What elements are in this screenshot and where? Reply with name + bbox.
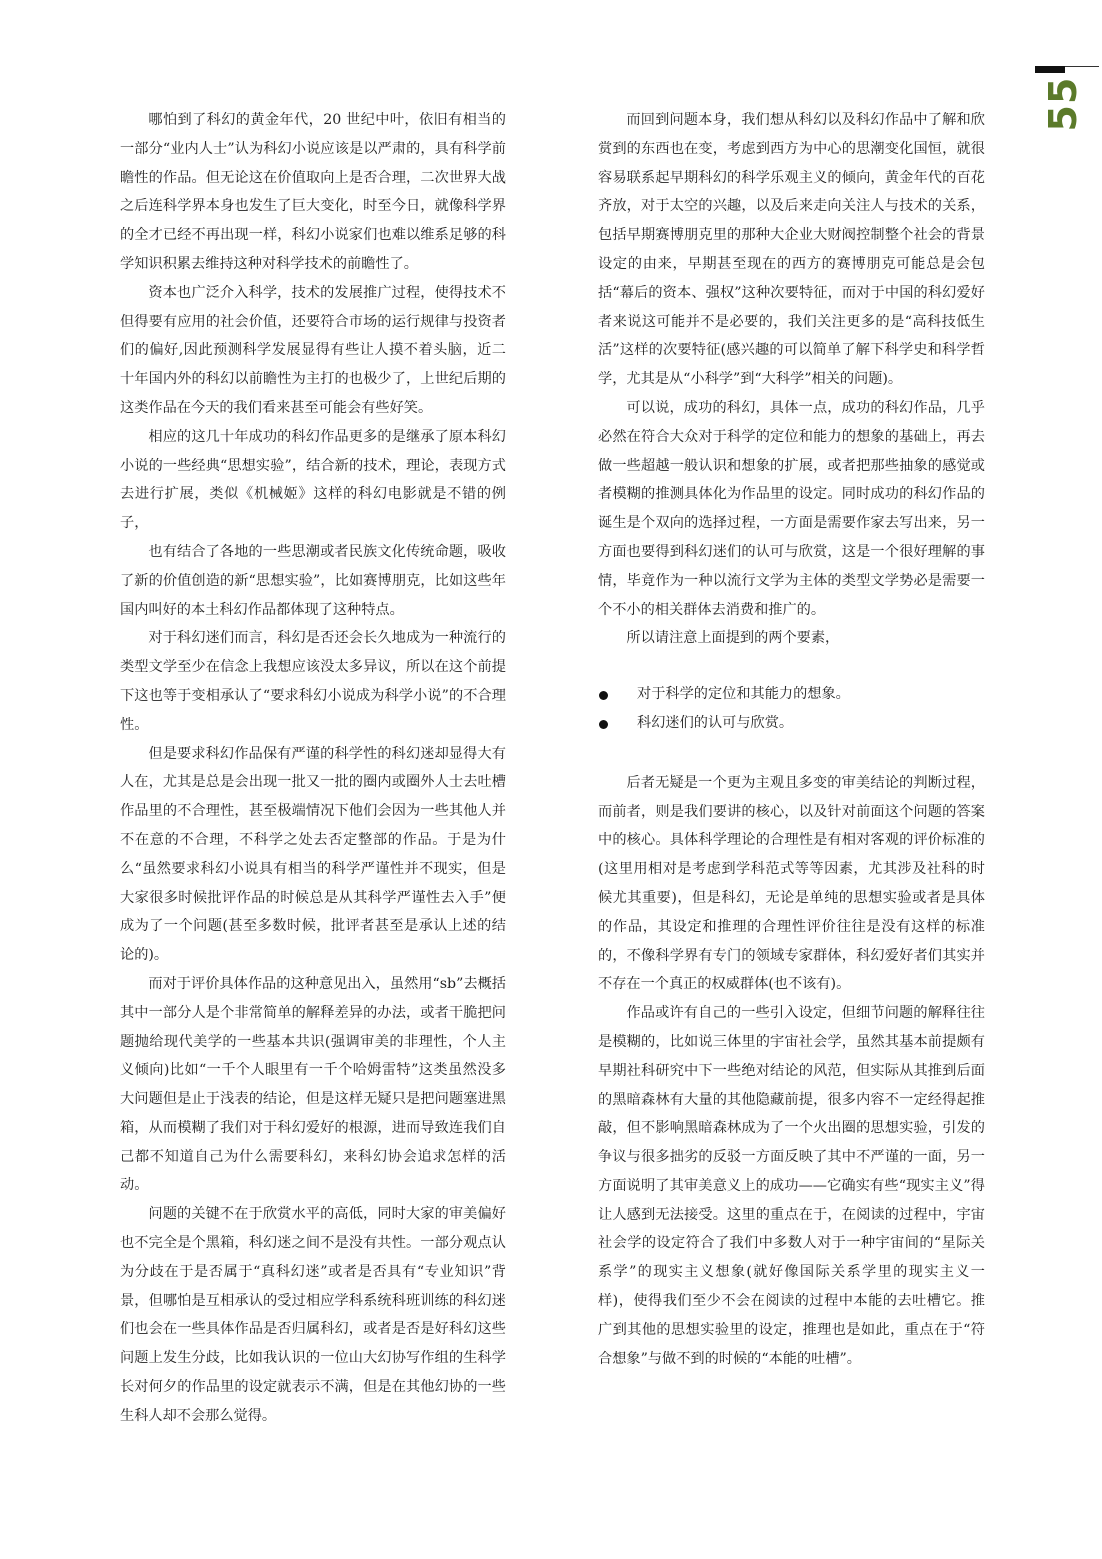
- paragraph: 对于科幻迷们而言，科幻是否还会长久地成为一种流行的类型文学至少在信念上我想应该没太多异议，所以在这个前提下这也等于变相承认了“要求科幻小说成为科学小说”的不合理性。: [120, 630, 506, 733]
- right-column: [598, 106, 985, 1373]
- paragraph: 可以说，成功的科幻，具体一点，成功的科幻作品，几乎必然在符合大众对于科学的定位和能力的想象的基础上，再去做一些超越一般认识和想象的扩展，或者把那些抽象的感觉或者模糊的推测具体化为作品里的设定。同时成功的科幻作品的诞生是个双向的选择过程，一方面是需要作家去写出来，另一方面也要得到科幻迷们的认可与欣赏，这是一个很好理解的事情，毕竟作为一种以流行文学为主体的类型文学势必是需要一个不小的相关群体去消费和推广的。: [598, 399, 985, 618]
- paragraph: 但是要求科幻作品保有严谨的科学性的科幻迷却显得大有人在，尤其是总是会出现一批又一批的圈内或圈外人士去吐槽作品里的不合理性，甚至极端情况下他们会因为一些其他人并不在意的不合理，不科学之处去否定整部的作品。于是为什么“虽然要求科幻小说具有相当的科学严谨性并不现实，但是大家很多时候批评作品的时候总是从其科学严谨性去入手”便成为了一个问题(甚至多数时候，批评者甚至是承认上述的结论的)。: [120, 745, 506, 964]
- list-item: [598, 709, 985, 738]
- page-number: 55: [1041, 76, 1085, 132]
- paragraph: 所以请注意上面提到的两个要素，: [626, 630, 840, 647]
- list-item: [598, 680, 985, 709]
- paragraph: 后者无疑是一个更为主观且多变的审美结论的判断过程，而前者，则是我们要讲的核心，以及针对前面这个问题的答案中的核心。具体科学理论的合理性是有相对客观的评价标准的(这里用相对是考虑到学科范式等等因素，尤其涉及社科的时候尤其重要)，但是科幻，无论是单纯的思想实验或者是具体的作品，其设定和推理的合理性评价往往是没有这样的标准的，不像科学界有专门的领域专家群体，科幻爱好者们其实并不存在一个真正的权威群体(也不该有)。: [598, 774, 985, 993]
- left-column: [120, 106, 506, 1431]
- page-corner-rule: [1065, 66, 1099, 67]
- list-item-text: 科幻迷们的认可与欣赏。: [637, 714, 794, 731]
- bullet-dot-icon: [599, 720, 608, 729]
- paragraph: 相应的这几十年成功的科幻作品更多的是继承了原本科幻小说的一些经典“思想实验”，结合新的技术，理论，表现方式去进行扩展，类似《机械姬》这样的科幻电影就是不错的例子，: [120, 428, 506, 532]
- page-corner-mark: [1035, 66, 1065, 73]
- paragraph: 哪怕到了科幻的黄金年代，20 世纪中叶，依旧有相当的一部分“业内人士”认为科幻小说应该是以严肃的，具有科学前瞻性的作品。但无论这在价值取向上是否合理，二次世界大战之后连科学界本身也发生了巨大变化，时至今日，就像科学界的全才已经不再出现一样，科幻小说家们也难以维系足够的科学知识积累去维持这种对科学技术的前瞻性了。: [120, 112, 506, 272]
- paragraph: 而回到问题本身，我们想从科幻以及科幻作品中了解和欣赏到的东西也在变，考虑到西方为中心的思潮变化国恒，就很容易联系起早期科幻的科学乐观主义的倾向，黄金年代的百花齐放，对于太空的兴趣，以及后来走向关注人与技术的关系，包括早期赛博朋克里的那种大企业大财阀控制整个社会的背景设定的由来，早期甚至现在的西方的赛博朋克可能总是会包括“幕后的资本、强权”这种次要特征，而对于中国的科幻爱好者来说这可能并不是必要的，我们关注更多的是“高科技低生活”这样的次要特征(感兴趣的可以简单了解下科学史和科学哲学，尤其是从“小科学”到“大科学”相关的问题)。: [598, 112, 985, 388]
- paragraph: 作品或许有自己的一些引入设定，但细节问题的解释往往是模糊的，比如说三体里的宇宙社会学，虽然其基本前提颇有早期社科研究中下一些绝对结论的风范，但实际从其推到后面的黑暗森林有大量的其他隐藏前提，很多内容不一定经得起推敲，但不影响黑暗森林成为了一个火出圈的思想实验，引发的争议与很多拙劣的反驳一方面反映了其中不严谨的一面，另一方面说明了其审美意义上的成功——它确实有些“现实主义”得让人感到无法接受。这里的重点在于，在阅读的过程中，宇宙社会学的设定符合了我们中多数人对于一种宇宙间的“星际关系学”的现实主义想象(就好像国际关系学里的现实主义一样)，使得我们至少不会在阅读的过程中本能的去吐槽它。推广到其他的思想实验里的设定，推理也是如此，重点在于“符合想象”与做不到的时候的“本能的吐槽”。: [598, 1005, 985, 1367]
- paragraph: 也有结合了各地的一些思潮或者民族文化传统命题，吸收了新的价值创造的新“思想实验”，比如赛博朋克，比如这些年国内叫好的本土科幻作品都体现了这种特点。: [120, 543, 506, 618]
- bullet-list: [598, 680, 985, 738]
- paragraph: 问题的关键不在于欣赏水平的高低，同时大家的审美偏好也不完全是个黑箱，科幻迷之间不是没有共性。一部分观点认为分歧在于是否属于“真科幻迷”或者是否具有“专业知识”背景，但哪怕是互相承认的受过相应学科系统科班训练的科幻迷们也会在一些具体作品是否归属科幻，或者是否是好科幻这些问题上发生分歧，比如我认识的一位山大幻协写作组的生科学长对何夕的作品里的设定就表示不满，但是在其他幻协的一些生科人却不会那么觉得。: [120, 1206, 506, 1424]
- bullet-dot-icon: [599, 691, 608, 700]
- paragraph: 资本也广泛介入科学，技术的发展推广过程，使得技术不但得要有应用的社会价值，还要符合市场的运行规律与投资者们的偏好,因此预测科学发展显得有些让人摸不着头脑，近二十年国内外的科幻以前瞻性为主打的也极少了，上世纪后期的这类作品在今天的我们看来甚至可能会有些好笑。: [120, 284, 506, 416]
- paragraph: 而对于评价具体作品的这种意见出入，虽然用“sb”去概括其中一部分人是个非常简单的解释差异的办法，或者干脆把问题抛给现代美学的一些基本共识(强调审美的非理性，个人主义倾向)比如“一千个人眼里有一千个哈姆雷特”这类虽然没多大问题但是止于浅表的结论，但是这样无疑只是把问题塞进黑箱，从而模糊了我们对于科幻爱好的根源，进而导致连我们自己都不知道自己为什么需要科幻，来科幻协会追求怎样的活动。: [120, 975, 506, 1194]
- list-item-text: 对于科学的定位和其能力的想象。: [637, 686, 850, 703]
